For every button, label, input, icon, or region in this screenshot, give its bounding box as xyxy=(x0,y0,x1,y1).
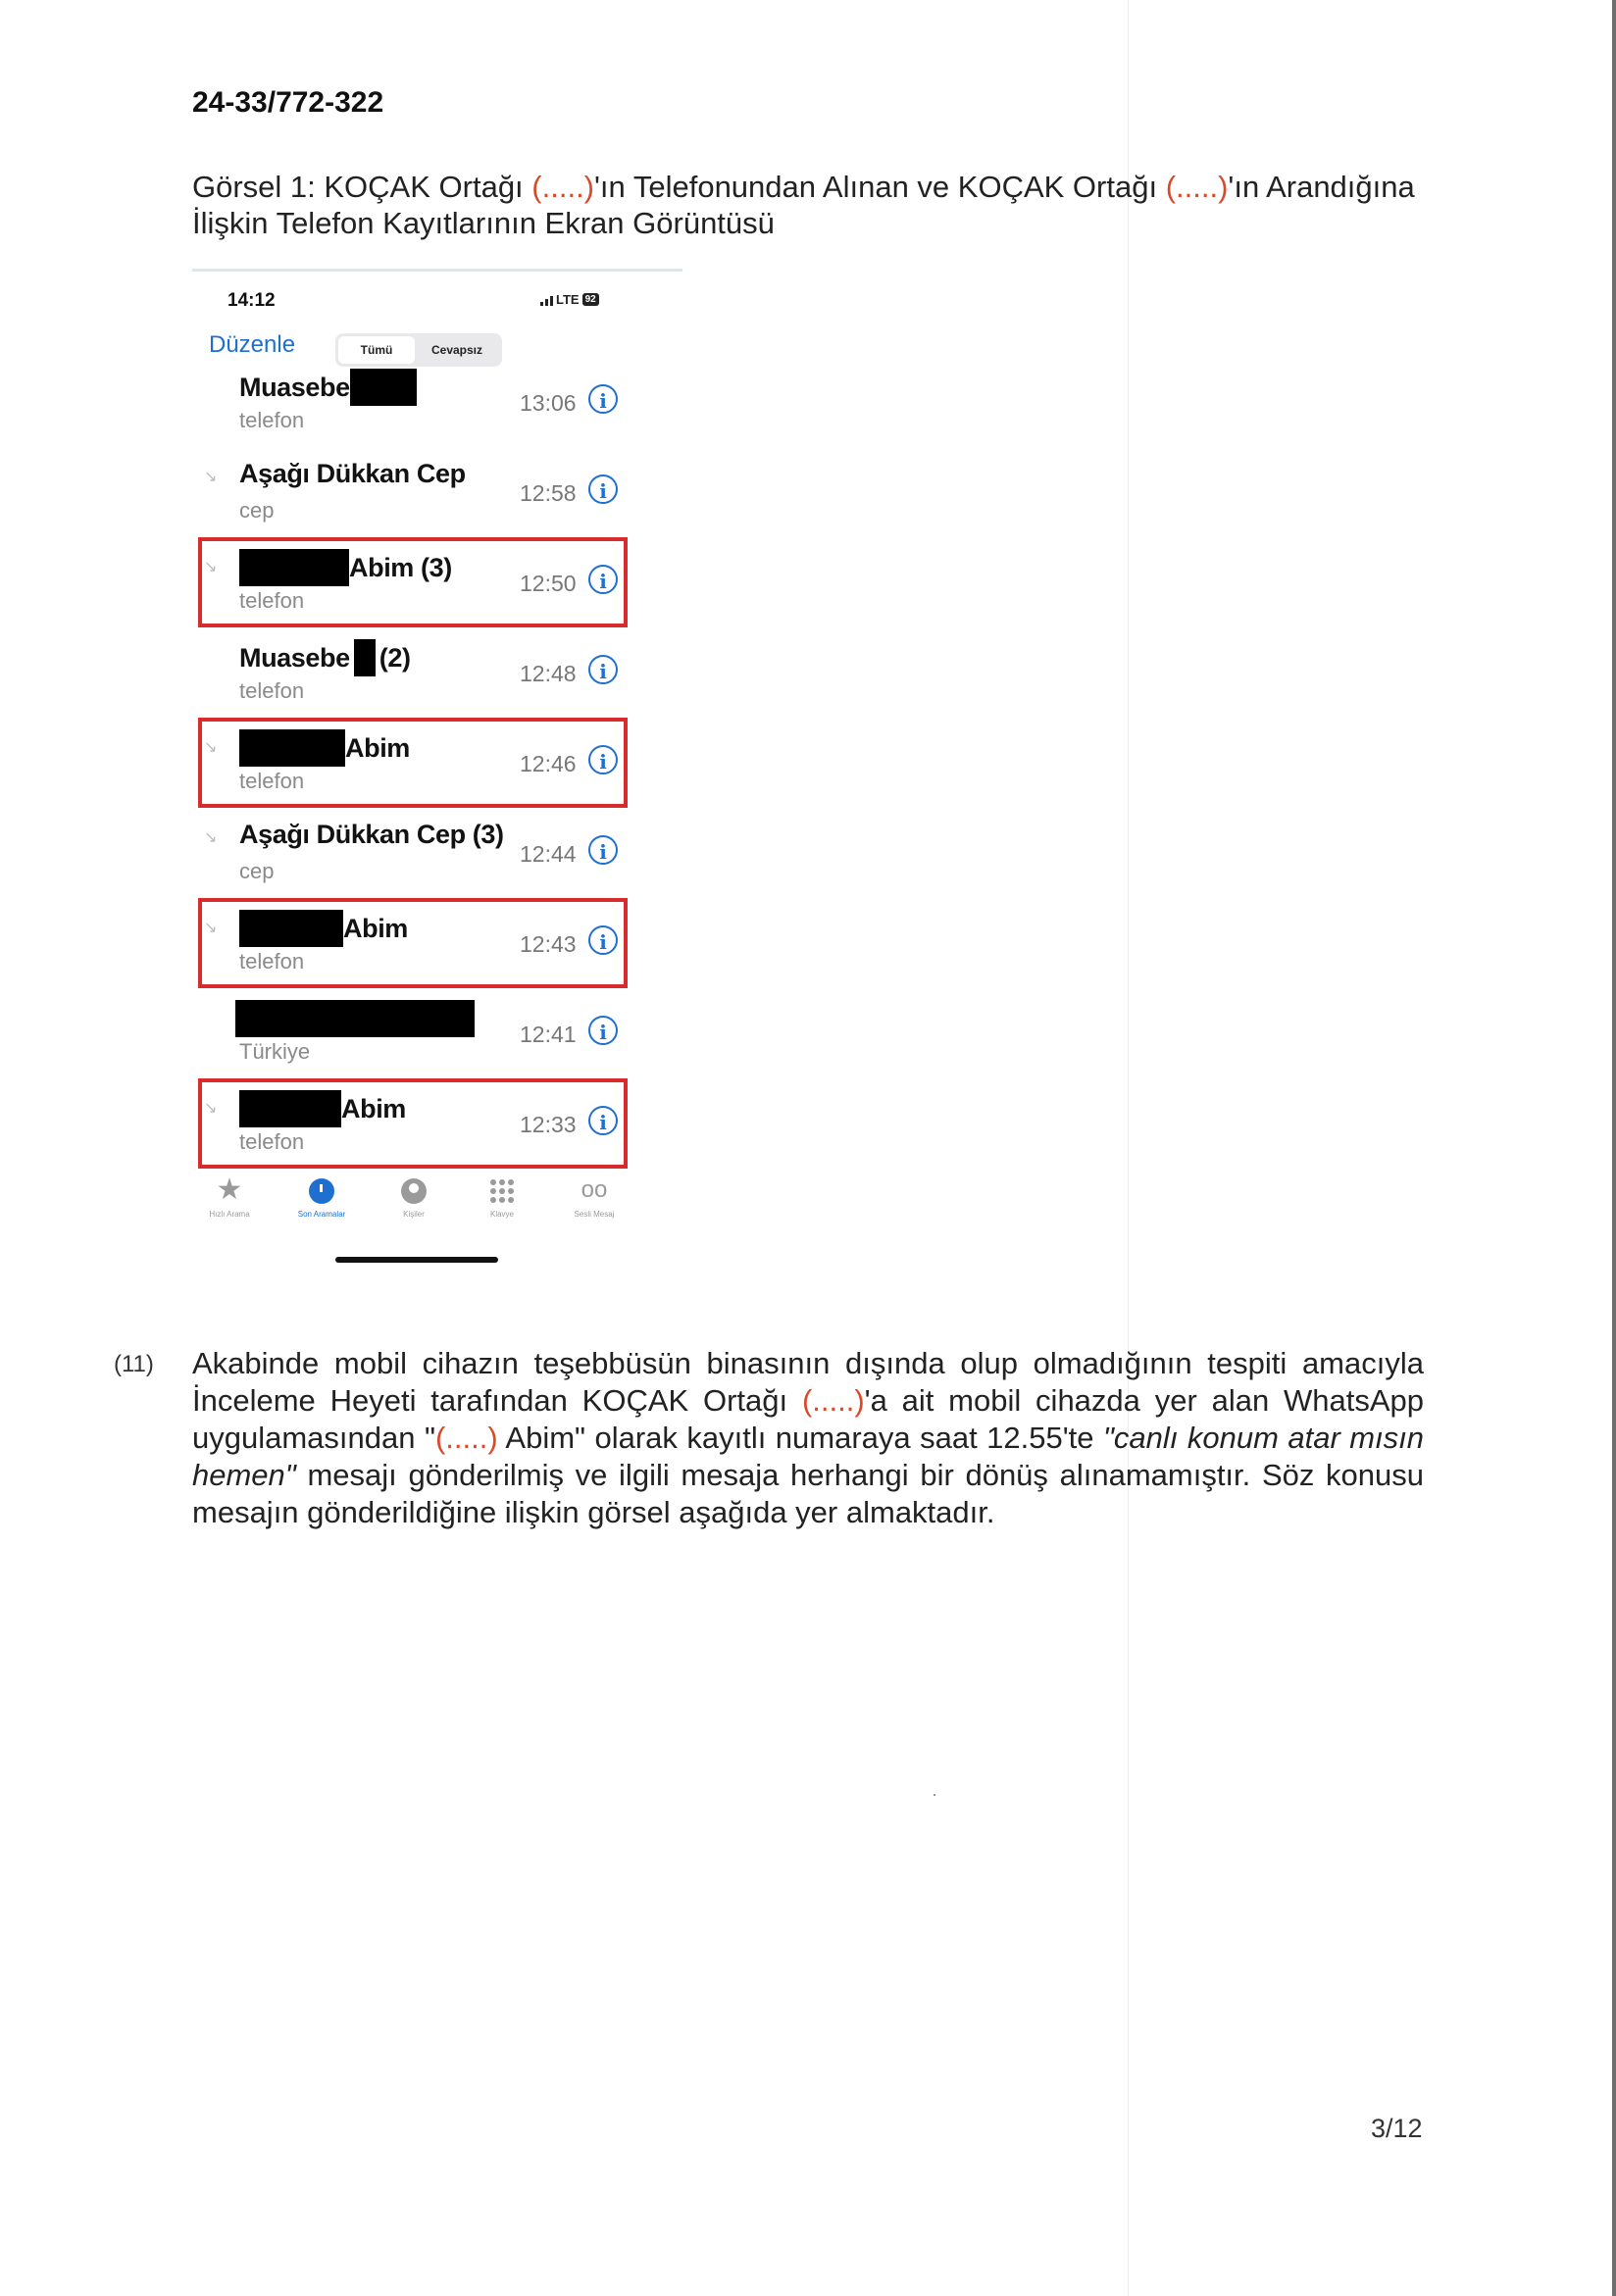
call-time: 12:33 xyxy=(520,1112,577,1137)
info-icon[interactable]: i xyxy=(588,925,618,955)
name-part: Muasebe xyxy=(239,372,350,402)
name-part: Abim xyxy=(343,913,408,943)
call-type: telefon xyxy=(239,769,305,793)
outgoing-call-icon: ↘ xyxy=(204,920,218,936)
paragraph-body xyxy=(192,1345,1424,1531)
keypad-icon xyxy=(457,1173,547,1208)
call-time: 12:50 xyxy=(520,571,577,596)
clock-icon xyxy=(277,1173,367,1208)
voicemail-icon: oo xyxy=(581,1176,608,1203)
network-label: LTE xyxy=(556,292,580,307)
info-icon[interactable]: i xyxy=(588,474,618,504)
redaction-bar xyxy=(354,639,376,676)
scan-speck xyxy=(934,1794,935,1796)
phone-screenshot xyxy=(192,267,682,1280)
star-icon: ★ xyxy=(216,1173,243,1206)
scan-fold-line xyxy=(1128,0,1129,2296)
redaction-bar xyxy=(239,910,343,947)
caller-name xyxy=(239,459,466,489)
tab-favorites[interactable] xyxy=(184,1173,275,1219)
name-part: Muasebe xyxy=(239,642,350,673)
signal-icon xyxy=(540,294,553,306)
call-time: 13:06 xyxy=(520,390,577,416)
tab-label: Son Aramalar xyxy=(297,1210,346,1219)
page-number: 3/12 xyxy=(1371,2114,1423,2143)
call-type: cep xyxy=(239,498,275,523)
name-part: Abim (3) xyxy=(349,552,452,582)
redaction-bar xyxy=(239,729,345,767)
call-time: 12:41 xyxy=(520,1022,577,1047)
tab-recents[interactable] xyxy=(277,1173,367,1219)
call-time: 12:46 xyxy=(520,751,577,776)
segment-all[interactable]: Tümü xyxy=(338,336,415,364)
caller-name xyxy=(239,910,408,947)
outgoing-call-icon: ↘ xyxy=(204,1100,218,1117)
name-part: (2) xyxy=(379,642,411,673)
info-icon[interactable]: i xyxy=(588,745,618,774)
status-time: 14:12 xyxy=(227,290,276,311)
info-icon[interactable]: i xyxy=(588,565,618,594)
call-entry[interactable] xyxy=(192,445,682,535)
outgoing-call-icon: ↘ xyxy=(204,469,218,485)
caller-name xyxy=(239,369,417,406)
tab-keypad[interactable] xyxy=(457,1173,547,1219)
caller-name xyxy=(239,1000,475,1037)
name-part: Aşağı Dükkan Cep xyxy=(239,459,466,488)
document-number: 24-33/772-322 xyxy=(192,86,384,119)
call-type: cep xyxy=(239,859,275,883)
caller-name xyxy=(239,549,452,586)
call-entry[interactable] xyxy=(192,355,682,445)
redaction-bar xyxy=(350,369,417,406)
call-entry-highlighted[interactable] xyxy=(192,1076,682,1167)
tab-label: Kişiler xyxy=(403,1210,425,1219)
call-entry[interactable] xyxy=(192,986,682,1076)
call-entry[interactable] xyxy=(192,625,682,716)
paragraph-text: 'a ait mobil cihazda yer alan WhatsApp uygulamasından " xyxy=(192,1383,1424,1455)
info-icon[interactable]: i xyxy=(588,1106,618,1135)
call-time: 12:43 xyxy=(520,931,577,957)
tab-label: Sesli Mesaj xyxy=(574,1210,615,1219)
paragraph-text: Abim" olarak kayıtlı numaraya saat 12.55'te xyxy=(497,1421,1103,1455)
figure-caption xyxy=(192,169,1438,241)
paragraph-text: mesajı gönderilmiş ve ilgili mesaja herhangi bir dönüş alınamamıştır. Söz konusu mesajın gönderildiğine ilişkin görsel aşağıda yer almaktadır. xyxy=(192,1458,1424,1529)
call-entry-highlighted[interactable] xyxy=(192,896,682,986)
call-entry-highlighted[interactable] xyxy=(192,716,682,806)
info-icon[interactable]: i xyxy=(588,655,618,684)
name-part: Abim xyxy=(345,732,410,763)
info-icon[interactable]: i xyxy=(588,1016,618,1045)
status-icons xyxy=(540,292,599,307)
name-part: Aşağı Dükkan Cep (3) xyxy=(239,820,504,849)
outgoing-call-icon: ↘ xyxy=(204,829,218,846)
paragraph-text: Akabinde mobil cihazın teşebbüsün binasının dışında olup olmadığının tespiti amacıyla İnceleme Heyeti tarafından KOÇAK Ortağı xyxy=(192,1346,1424,1418)
segment-missed[interactable]: Cevapsız xyxy=(430,343,483,357)
screenshot-top-border xyxy=(192,269,682,272)
caller-name xyxy=(239,820,504,850)
caller-name xyxy=(239,639,411,676)
call-entry[interactable] xyxy=(192,806,682,896)
call-time: 12:48 xyxy=(520,661,577,686)
call-type: telefon xyxy=(239,408,305,432)
caller-name xyxy=(239,729,410,767)
redaction-bar xyxy=(239,1090,341,1127)
info-icon[interactable]: i xyxy=(588,835,618,865)
paragraph-number: (11) xyxy=(114,1351,154,1377)
info-icon[interactable]: i xyxy=(588,384,618,414)
battery-icon: 92 xyxy=(582,293,599,306)
redaction-bar xyxy=(235,1000,475,1037)
tab-bar xyxy=(192,1173,682,1231)
call-type: Türkiye xyxy=(239,1039,311,1064)
call-type: telefon xyxy=(239,949,305,973)
outgoing-call-icon: ↘ xyxy=(204,739,218,756)
name-part: Abim xyxy=(341,1093,406,1123)
caption-text: 'ın Arandığına İlişkin Telefon Kayıtlarının Ekran Görüntüsü xyxy=(192,170,1415,240)
caller-name xyxy=(239,1090,406,1127)
redacted-reference: (.....) xyxy=(801,1383,865,1418)
scan-edge xyxy=(1612,0,1616,2296)
call-time: 12:58 xyxy=(520,480,577,506)
caption-text: Görsel 1: KOÇAK Ortağı xyxy=(192,170,532,204)
redaction-bar xyxy=(239,549,349,586)
caption-text: 'ın Telefonundan Alınan ve KOÇAK Ortağı xyxy=(594,170,1166,204)
call-type: telefon xyxy=(239,588,305,613)
call-type: telefon xyxy=(239,678,305,703)
tab-label: Klavye xyxy=(489,1210,514,1219)
redacted-reference: (.....) xyxy=(1165,170,1229,204)
outgoing-call-icon: ↘ xyxy=(204,559,218,575)
home-indicator xyxy=(335,1257,498,1263)
tab-voicemail[interactable] xyxy=(549,1173,639,1219)
call-time: 12:44 xyxy=(520,841,577,867)
call-type: telefon xyxy=(239,1129,305,1154)
tab-label: Hızlı Arama xyxy=(209,1210,250,1219)
call-entry-highlighted[interactable] xyxy=(192,535,682,625)
redacted-reference: (.....) xyxy=(434,1421,498,1455)
redacted-reference: (.....) xyxy=(531,170,595,204)
person-icon xyxy=(369,1173,459,1208)
quoted-message: "canlı konum atar mısın hemen" xyxy=(192,1421,1425,1492)
tab-contacts[interactable] xyxy=(369,1173,459,1219)
edit-button[interactable]: Düzenle xyxy=(209,331,296,358)
